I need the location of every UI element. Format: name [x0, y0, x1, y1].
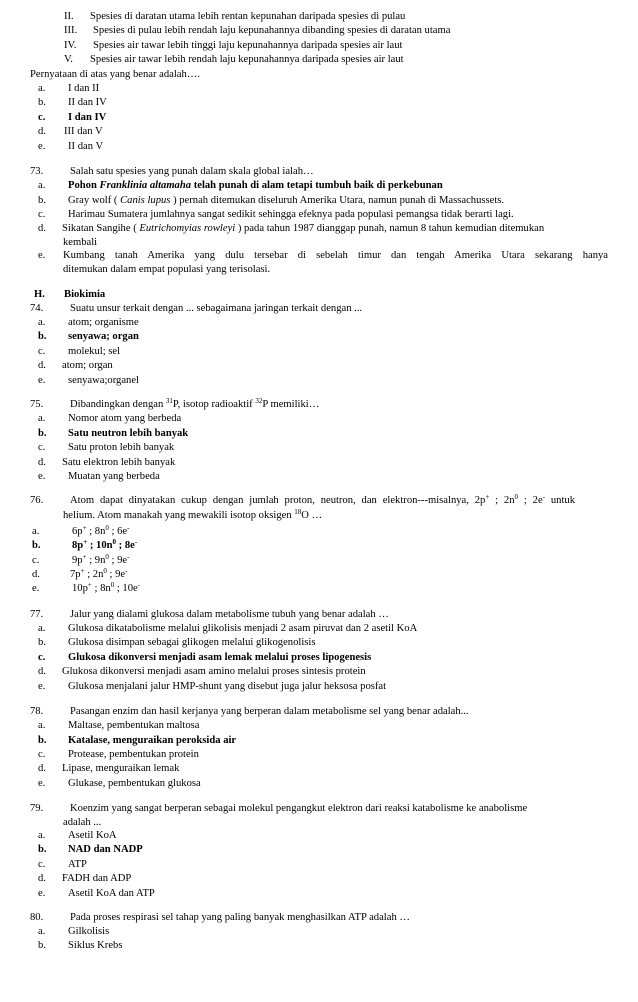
q78-option-d: d. Lipase, menguraikan lemak [38, 763, 180, 775]
q79-option-c: c. ATP [38, 858, 87, 870]
q79-option-a: a. Asetil KoA [38, 830, 117, 841]
question-79-cont: adalah ... [63, 816, 102, 828]
q78-option-c: c. Protease, pembentukan protein [38, 749, 199, 760]
q74-option-c: c. molekul; sel [38, 345, 121, 357]
q77-option-b: b. Glukosa disimpan sebagai glikogen melalui glikogenolisis [38, 637, 316, 649]
option-text: Gilkolisis [68, 925, 110, 937]
q79-option-b: b. NAD dan NADP [38, 844, 143, 856]
prev-option-d: d. III dan V [38, 126, 103, 138]
question-75: 75. Dibandingkan dengan $^{31}$P, isotop radioaktif $^{32}$P memiliki… [30, 396, 320, 410]
q73-option-a: a. Pohon Franklinia altamaha telah punah di alam tetapi tumbuh baik di perkebunan [38, 180, 443, 192]
q76-option-a: a. 6p+ ; $8n^0$ ; 6e- [32, 523, 130, 537]
q73-option-e: e. Kumbang tanah Amerika yang dulu tersebar di sebelah timur dan tengah Amerika Utara sekarang hanya [38, 250, 608, 262]
statement-v: V. Spesies air tawar lebih rendah laju kepunahannya daripada spesies air laut [64, 54, 404, 66]
q79-option-d: d. FADH dan ADP [38, 873, 132, 885]
question-78: 78. Pasangan enzim dan hasil kerjanya yang berperan dalam metabolisme sel yang benar adalah... [30, 705, 469, 717]
statement-iii: III. Spesies di pulau lebih rendah laju kepunahannya dibanding spesies di daratan utama [64, 25, 451, 37]
q78-option-e: e. Glukase, pembentukan glukosa [38, 777, 201, 789]
question-76: 76. Atom dapat dinyatakan cukup dengan jumlah proton, neutron, dan elektron---misalnya, 2p+ ; $2n^0$ ; 2e- untuk [30, 493, 575, 507]
q74-option-d: d. atom; organ [38, 360, 113, 372]
q73-option-b: b. Gray wolf ( Canis lupus ) pernah ditemukan diseluruh Amerika Utara, namun punah di Massachussets. [38, 194, 505, 206]
q77-option-c: c. Glukosa dikonversi menjadi asam lemak melalui proses lipogenesis [38, 651, 372, 663]
q77-option-a: a. Glukosa dikatabolisme melalui glikolisis menjadi 2 asam piruvat dan 2 asetil KoA [38, 623, 418, 634]
question-80-text: Pada proses respirasi sel tahap yang paling banyak menghasilkan ATP adalah … [70, 911, 410, 923]
question-73: 73. Salah satu spesies yang punah dalam skala global ialah… [30, 165, 314, 177]
prev-option-c: c. I dan IV [38, 111, 107, 123]
q79-option-e: e. Asetil KoA dan ATP [38, 887, 155, 899]
option-label: b. [38, 939, 46, 951]
q80-option-b [38, 939, 122, 952]
q74-option-b: b. senyawa; organ [38, 331, 139, 343]
prev-option-a: a. I dan II [38, 83, 100, 94]
q74-option-e: e. senyawa;organel [38, 374, 139, 386]
prev-question: Pernyataan di atas yang benar adalah…. [30, 68, 201, 80]
q77-option-d: d. Glukosa dikonversi menjadi asam amino melalui proses sintesis protein [38, 666, 366, 678]
question-74: 74. Suatu unsur terkait dengan ... sebagaimana jaringan terkait dengan ... [30, 302, 363, 314]
q78-option-a: a. Maltase, pembentukan maltosa [38, 720, 200, 732]
question-76-cont: helium. Atom manakah yang mewakili isotop oksigen $^{18}$O … [63, 507, 323, 521]
option-text: Siklus Krebs [68, 939, 123, 951]
section-heading: H. Biokimia [34, 289, 106, 301]
statement-ii: II. Spesies di daratan utama lebih rentan kepunahan daripada spesies di pulau [64, 11, 406, 22]
question-80 [30, 911, 410, 924]
q76-option-c: c. 9p+ ; $9n^0$ ; 9e- [32, 552, 130, 566]
q76-option-b: b. 8p+ ; $10n^0$ ; 8e- [32, 538, 138, 552]
q75-option-b: b. Satu neutron lebih banyak [38, 427, 189, 439]
q75-option-a: a. Nomor atom yang berbeda [38, 413, 182, 425]
q80-option-a [38, 925, 109, 938]
q75-option-d: d. Satu elektron lebih banyak [38, 456, 176, 468]
q74-option-a: a. atom; organisme [38, 317, 139, 328]
question-79: 79. Koenzim yang sangat berperan sebagai molekul pengangkut elektron dari reaksi katabolisme ke anabolisme [30, 803, 528, 814]
q73-option-d-cont: kembali [63, 236, 98, 248]
question-77: 77. Jalur yang dialami glukosa dalam metabolisme tubuh yang benar adalah … [30, 608, 389, 620]
q73-option-d: d. Sikatan Sangihe ( Eutrichomyias rowleyi ) pada tahun 1987 dianggap punah, namun 8 tahun kemudian ditemukan [38, 223, 545, 235]
q73-option-c: c. Harimau Sumatera jumlahnya sangat sedikit sehingga efeknya pada populasi pemangsa tidak berarti lagi. [38, 209, 514, 220]
q76-option-e: e. 10p+ ; $8n^0$ ; 10e- [32, 581, 141, 595]
statement-iv: IV. Spesies air tawar lebih tinggi laju kepunahannya daripada spesies air laut [64, 39, 403, 51]
q75-option-e: e. Muatan yang berbeda [38, 470, 160, 482]
q78-option-b: b. Katalase, menguraikan peroksida air [38, 734, 237, 746]
q77-option-e: e. Glukosa menjalani jalur HMP-shunt yang disebut juga jalur heksosa posfat [38, 680, 387, 692]
q75-option-c: c. Satu proton lebih banyak [38, 442, 175, 454]
prev-option-b: b. II dan IV [38, 97, 107, 109]
prev-option-e: e. II dan V [38, 140, 104, 152]
q76-option-d: d. 7p+ ; $2n^0$ ; 9e- [32, 567, 128, 580]
option-label: a. [38, 925, 46, 937]
q73-option-e-cont: ditemukan dalam empat populasi yang terisolasi. [63, 263, 271, 275]
question-80-number: 80. [30, 911, 44, 923]
